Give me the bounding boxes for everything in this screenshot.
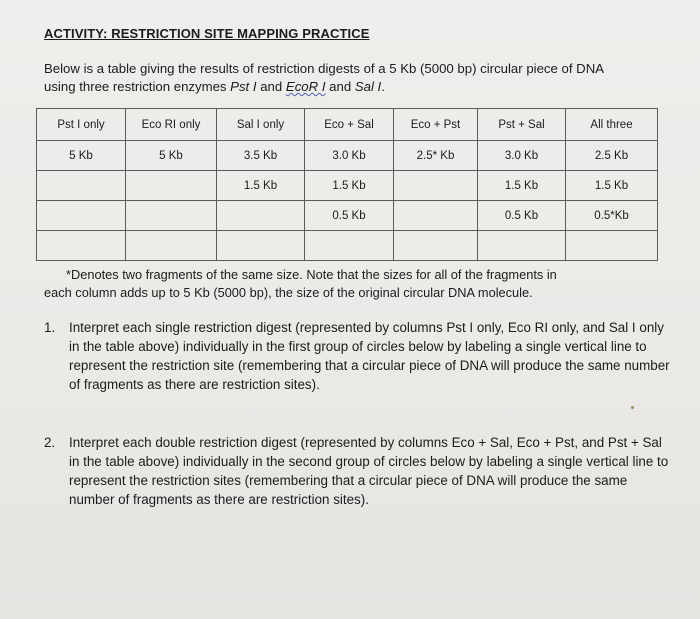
table-cell: 5 Kb [126, 141, 217, 171]
enzyme-pst: Pst I [230, 79, 257, 94]
table-cell [394, 171, 478, 201]
table-cell [394, 231, 478, 261]
table-cell: 0.5 Kb [478, 201, 566, 231]
table-cell [394, 201, 478, 231]
table-cell [126, 231, 217, 261]
intro-paragraph [44, 60, 674, 96]
table-cell [37, 201, 126, 231]
table-cell: 0.5*Kb [566, 201, 658, 231]
question-list [44, 318, 670, 509]
question-number: 1. [44, 320, 56, 335]
table-row [37, 141, 658, 171]
question-text: Interpret each single restriction digest (represented by columns Pst I only, Eco RI only, and Sal I only in the table above) individually in the first group of circles below by labeling a single vertical line to represent the restriction site (remembering that a circular piece of DNA will produce the same number of fragments as there are restriction sites). [69, 320, 670, 392]
table-row [37, 231, 658, 261]
digest-table [36, 108, 658, 261]
table-cell [217, 201, 305, 231]
header-pst-only: Pst I only [37, 109, 126, 141]
header-sal-only: Sal I only [217, 109, 305, 141]
enzyme-ecor: EcoR I [285, 79, 326, 94]
footnote-line-2: each column adds up to 5 Kb (5000 bp), the size of the original circular DNA molecule. [44, 285, 533, 300]
question-2 [44, 433, 670, 509]
intro-line-1: Below is a table giving the results of restriction digests of a 5 Kb (5000 bp) circular piece of DNA [44, 61, 605, 76]
table-cell [126, 201, 217, 231]
table-cell: 2.5 Kb [566, 141, 658, 171]
table-cell [37, 171, 126, 201]
table-cell: 3.0 Kb [478, 141, 566, 171]
table-cell: 1.5 Kb [217, 171, 305, 201]
table-cell [566, 231, 658, 261]
intro-and-1: and [256, 79, 286, 94]
table-cell [217, 231, 305, 261]
question-text: Interpret each double restriction digest (represented by columns Eco + Sal, Eco + Pst, and Pst + Sal in the table above) individually in the second group of circles below by labeling a single vertical line to represent the restriction sites (remembering that a circular piece of DNA will produce the same number of fragments as there are restriction sites). [69, 435, 669, 507]
table-header-row [37, 109, 658, 141]
question-1 [44, 318, 670, 394]
footnote [44, 266, 684, 302]
intro-period: . [381, 79, 385, 94]
header-eco-pst: Eco + Pst [394, 109, 478, 141]
header-pst-sal: Pst + Sal [478, 109, 566, 141]
table-cell: 2.5* Kb [394, 141, 478, 171]
table-cell: 1.5 Kb [478, 171, 566, 201]
table-cell [126, 171, 217, 201]
footnote-line-1: *Denotes two fragments of the same size. Note that the sizes for all of the fragments in [66, 267, 557, 282]
table-cell: 5 Kb [37, 141, 126, 171]
table-cell [305, 231, 394, 261]
table-row [37, 201, 658, 231]
table-cell: 3.5 Kb [217, 141, 305, 171]
intro-and-2: and [325, 79, 355, 94]
table-cell: 1.5 Kb [566, 171, 658, 201]
table-cell: 3.0 Kb [305, 141, 394, 171]
enzyme-sal: Sal I [354, 79, 382, 94]
header-all-three: All three [566, 109, 658, 141]
paper-speck [631, 406, 634, 409]
header-eco-sal: Eco + Sal [305, 109, 394, 141]
page-title: ACTIVITY: RESTRICTION SITE MAPPING PRACTICE [44, 26, 370, 41]
table-cell: 1.5 Kb [305, 171, 394, 201]
table-cell: 0.5 Kb [305, 201, 394, 231]
table-row [37, 171, 658, 201]
intro-line-2-prefix: using three restriction enzymes [44, 79, 231, 94]
table-cell [478, 231, 566, 261]
header-ecori-only: Eco RI only [126, 109, 217, 141]
table-cell [37, 231, 126, 261]
question-number: 2. [44, 435, 56, 450]
